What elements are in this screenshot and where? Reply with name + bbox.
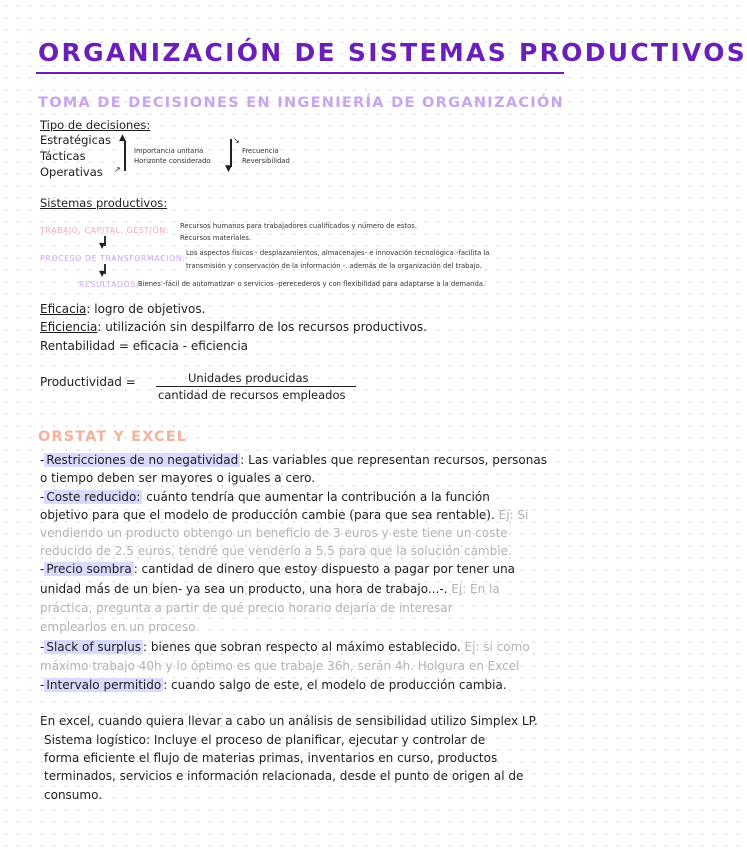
tipo-operativas: Operativas [40, 165, 103, 179]
note-frecuencia: Frecuencia [242, 147, 279, 155]
precio-sombra-example-1: práctica, pregunta a partir de qué precio horario dejaría de interesar [40, 601, 453, 615]
slack-example-1: máximo trabajo 40h y lo óptimo es que trabaje 36h, serán 4h. Holgura en Excel [40, 659, 520, 673]
coste-reducido-cont-dark: objetivo para que el modelo de producción cambie (para que sea rentable). [40, 508, 495, 522]
eficacia-term: Eficacia [40, 302, 87, 316]
proceso-text-2: transmisión y conservación de la información -. además de la organización del trabajo. [186, 262, 482, 270]
trabajo-text-1: Recursos humanos para trabajadores cualificados y número de estos. [180, 222, 417, 230]
item-precio-sombra: - Precio sombra : cantidad de dinero que estoy dispuesto a pagar por tener una [40, 562, 516, 576]
section-heading-orstat: ORSTAT Y EXCEL [38, 429, 188, 445]
closing-line-4: terminados, servicios e información relacionada, desde el punto de origen al de [44, 769, 524, 783]
productividad-denominador: cantidad de recursos empleados [158, 388, 346, 402]
resultados-label: RESULTADOS: [79, 280, 140, 289]
eficiencia-line [40, 320, 427, 334]
term-slack: Slack of surplus [46, 640, 141, 654]
item-coste-reducido: - Coste reducido: cuánto tendría que aumentar la contribución a la función [40, 490, 490, 504]
closing-line-5: consumo. [44, 788, 103, 802]
def-precio-sombra: : cantidad de dinero que estoy dispuesto a pagar por tener una [133, 562, 516, 576]
trabajo-text-2: Recursos materiales. [180, 234, 252, 242]
item-coste-reducido-cont [40, 508, 528, 522]
eficiencia-term: Eficiencia [40, 320, 98, 334]
eficacia-line [40, 302, 205, 316]
term-precio-sombra: Precio sombra [46, 562, 132, 576]
closing-line-2: Sistema logístico: Incluye el proceso de planificar, ejecutar y controlar de [44, 733, 486, 747]
precio-sombra-cont-dark: unidad más de un bien- ya sea un producto, una hora de trabajo...-. [40, 582, 448, 596]
page-title: ORGANIZACIÓN DE SISTEMAS PRODUCTIVOS [38, 38, 747, 67]
precio-sombra-example-2: emplearlos en un proceso [40, 620, 196, 634]
note-horizonte: Horizonte considerado [134, 157, 211, 165]
def-intervalo: : cuando salgo de este, el modelo de producción cambia. [163, 678, 507, 692]
eficiencia-def: : utilización sin despilfarro de los recursos productivos. [97, 320, 427, 334]
eficacia-def: : logro de objetivos. [86, 302, 206, 316]
coste-reducido-example-2: reducido de 2.5 euros, tendré que venderlo a 5.5 para que la solución cambie. [40, 544, 512, 558]
slack-grey: Ej: si como [460, 640, 530, 654]
term-restricciones: Restricciones de no negatividad [46, 453, 239, 467]
coste-reducido-example-1: vendiendo un producto obtengo un beneficio de 3 euros y este tiene un coste [40, 526, 508, 540]
trabajo-label: TRABAJO, CAPITAL, GESTIÓN: [40, 226, 170, 235]
tipo-estrategicas: Estratégicas [40, 133, 111, 147]
item-intervalo: - Intervalo permitido : cuando salgo de este, el modelo de producción cambia. [40, 678, 507, 692]
note-importancia: Importancia unitaria [134, 147, 204, 155]
proceso-text-1: Los aspectos físicos - desplazamientos, almacenajes- e innovación tecnológica -facilita la [186, 249, 490, 257]
resultados-text: Bienes -fácil de automatizar- o servicios -perecederos y con flexibilidad para adaptarse a la demanda. [138, 280, 486, 288]
precio-sombra-cont-grey: Ej: En la [447, 582, 500, 596]
section-heading-toma-decisiones: TOMA DE DECISIONES EN INGENIERÍA DE ORGANIZACIÓN [38, 95, 565, 111]
item-restricciones-cont: o tiempo deben ser mayores o iguales a cero. [40, 471, 316, 485]
tipo-tacticas: Tácticas [40, 149, 86, 163]
item-slack: - Slack of surplus : bienes que sobran respecto al máximo establecido. Ej: si como [40, 640, 530, 654]
coste-reducido-cont-grey: Ej: Si [494, 508, 529, 522]
closing-line-1: En excel, cuando quiera llevar a cabo un análisis de sensibilidad utilizo Simplex LP. [40, 714, 538, 728]
sistemas-productivos-label: Sistemas productivos: [40, 196, 168, 210]
item-precio-sombra-cont [40, 582, 500, 596]
def-coste-reducido: cuánto tendría que aumentar la contribución a la función [142, 490, 490, 504]
item-restricciones: - Restricciones de no negatividad : Las variables que representan recursos, personas [40, 453, 547, 467]
productividad-numerador: Unidades producidas [188, 371, 309, 385]
def-restricciones: : Las variables que representan recursos, personas [240, 453, 547, 467]
tipo-decisiones-label: Tipo de decisiones: [40, 118, 151, 132]
proceso-label: PROCESO DE TRANSFORMACIÓN: [40, 254, 186, 263]
note-reversibilidad: Reversibilidad [242, 157, 290, 165]
productividad-label: Productividad = [40, 375, 136, 389]
def-slack: : bienes que sobran respecto al máximo establecido. [143, 640, 461, 654]
term-coste-reducido: Coste reducido: [46, 490, 141, 504]
term-intervalo: Intervalo permitido [46, 678, 162, 692]
closing-line-3: forma eficiente el flujo de materias primas, inventarios en curso, productos [44, 751, 498, 765]
rentabilidad-line: Rentabilidad = eficacia - eficiencia [40, 339, 249, 353]
title-underline [36, 72, 564, 74]
